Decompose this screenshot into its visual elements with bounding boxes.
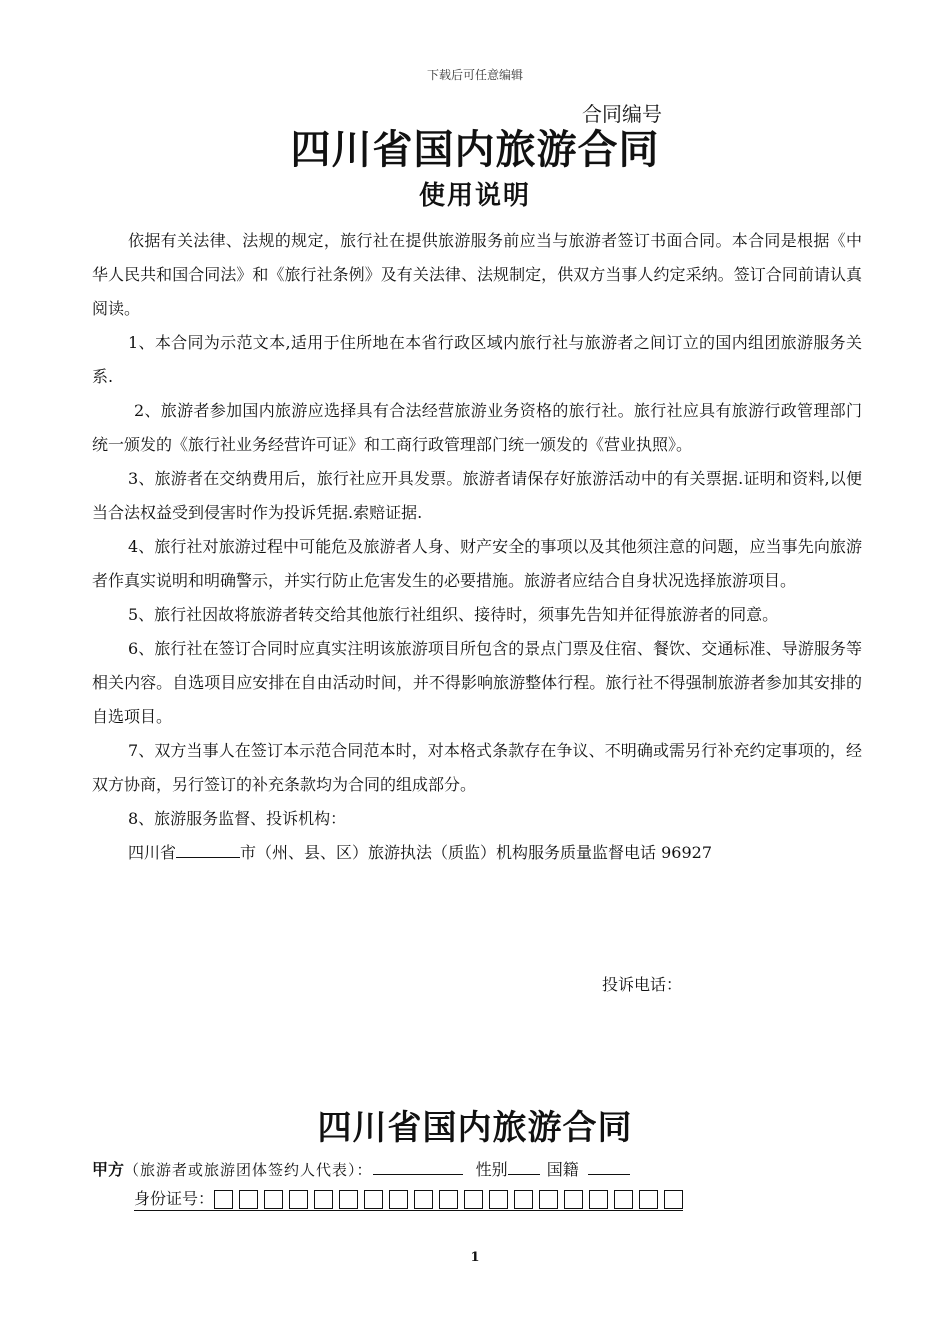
intro-paragraph: 依据有关法律、法规的规定，旅行社在提供旅游服务前应当与旅游者签订书面合同。本合同是根据《中华人民共和国合同法》和《旅行社条例》及有关法律、法规制定，供双方当事人约定采纳。签订合同前请认真阅读。 bbox=[92, 231, 862, 318]
party-a-desc: （旅游者或旅游团体签约人代表）： bbox=[124, 1161, 373, 1179]
instruction-item-3: 3、旅游者在交纳费用后，旅行社应开具发票。旅游者请保存好旅游活动中的有关票据.证明和资料,以便当合法权益受到侵害时作为投诉凭据.索赔证据. bbox=[92, 469, 862, 522]
supervision-suffix: 市（州、县、区）旅游执法（质监）机构服务质量监督电话 96927 bbox=[240, 843, 713, 862]
city-blank[interactable] bbox=[176, 839, 240, 858]
party-a-label: 甲方 bbox=[92, 1160, 125, 1179]
instructions-body bbox=[92, 224, 862, 870]
party-a-name-blank[interactable] bbox=[373, 1156, 463, 1175]
instruction-item-4: 4、旅行社对旅游过程中可能危及旅游者人身、财产安全的事项以及其他须注意的问题，应当事先向旅游者作真实说明和明确警示，并实行防止危害发生的必要措施。旅游者应结合自身状况选择旅游项目。 bbox=[92, 537, 862, 590]
supervision-prefix: 四川省 bbox=[128, 843, 177, 862]
nationality-blank[interactable] bbox=[588, 1156, 630, 1175]
party-a-line bbox=[92, 1156, 630, 1180]
id-number-label: 身份证号： bbox=[134, 1189, 215, 1208]
page-subtitle: 使用说明 bbox=[418, 181, 531, 211]
id-number-boxes[interactable] bbox=[214, 1189, 683, 1208]
contract-number-label: 合同编号 bbox=[582, 102, 662, 126]
complaint-phone-label: 投诉电话： bbox=[602, 975, 683, 994]
instruction-item-2: 2、旅游者参加国内旅游应选择具有合法经营旅游业务资格的旅行社。旅行社应具有旅游行政管理部门统一颁发的《旅行社业务经营许可证》和工商行政管理部门统一颁发的《营业执照》。 bbox=[92, 401, 862, 454]
nationality-label: 国籍 bbox=[546, 1160, 579, 1179]
instruction-item-5: 5、旅行社因故将旅游者转交给其他旅行社组织、接待时，须事先告知并征得旅游者的同意。 bbox=[128, 605, 779, 624]
supervision-line bbox=[92, 836, 862, 870]
instruction-item-1: 1、本合同为示范文本,适用于住所地在本省行政区域内旅行社与旅游者之间订立的国内组团旅游服务关系. bbox=[92, 333, 862, 386]
contract-title: 四川省国内旅游合同 bbox=[317, 1108, 633, 1148]
instruction-item-8: 8、旅游服务监督、投诉机构： bbox=[128, 809, 347, 828]
instruction-item-6: 6、旅行社在签订合同时应真实注明该旅游项目所包含的景点门票及住宿、餐饮、交通标准、导游服务等相关内容。自选项目应安排在自由活动时间，并不得影响旅游整体行程。旅行社不得强制旅游者参加其安排的自选项目。 bbox=[92, 639, 862, 726]
watermark-text: 下载后可任意编辑 bbox=[426, 68, 523, 82]
instruction-item-7: 7、双方当事人在签订本示范合同范本时，对本格式条款存在争议、不明确或需另行补充约定事项的，经双方协商，另行签订的补充条款均为合同的组成部分。 bbox=[92, 741, 862, 794]
page-title: 四川省国内旅游合同 bbox=[290, 127, 660, 173]
gender-label: 性别 bbox=[475, 1160, 508, 1179]
page-number: 1 bbox=[470, 1250, 480, 1265]
id-number-line bbox=[134, 1186, 683, 1211]
gender-blank[interactable] bbox=[508, 1156, 540, 1175]
